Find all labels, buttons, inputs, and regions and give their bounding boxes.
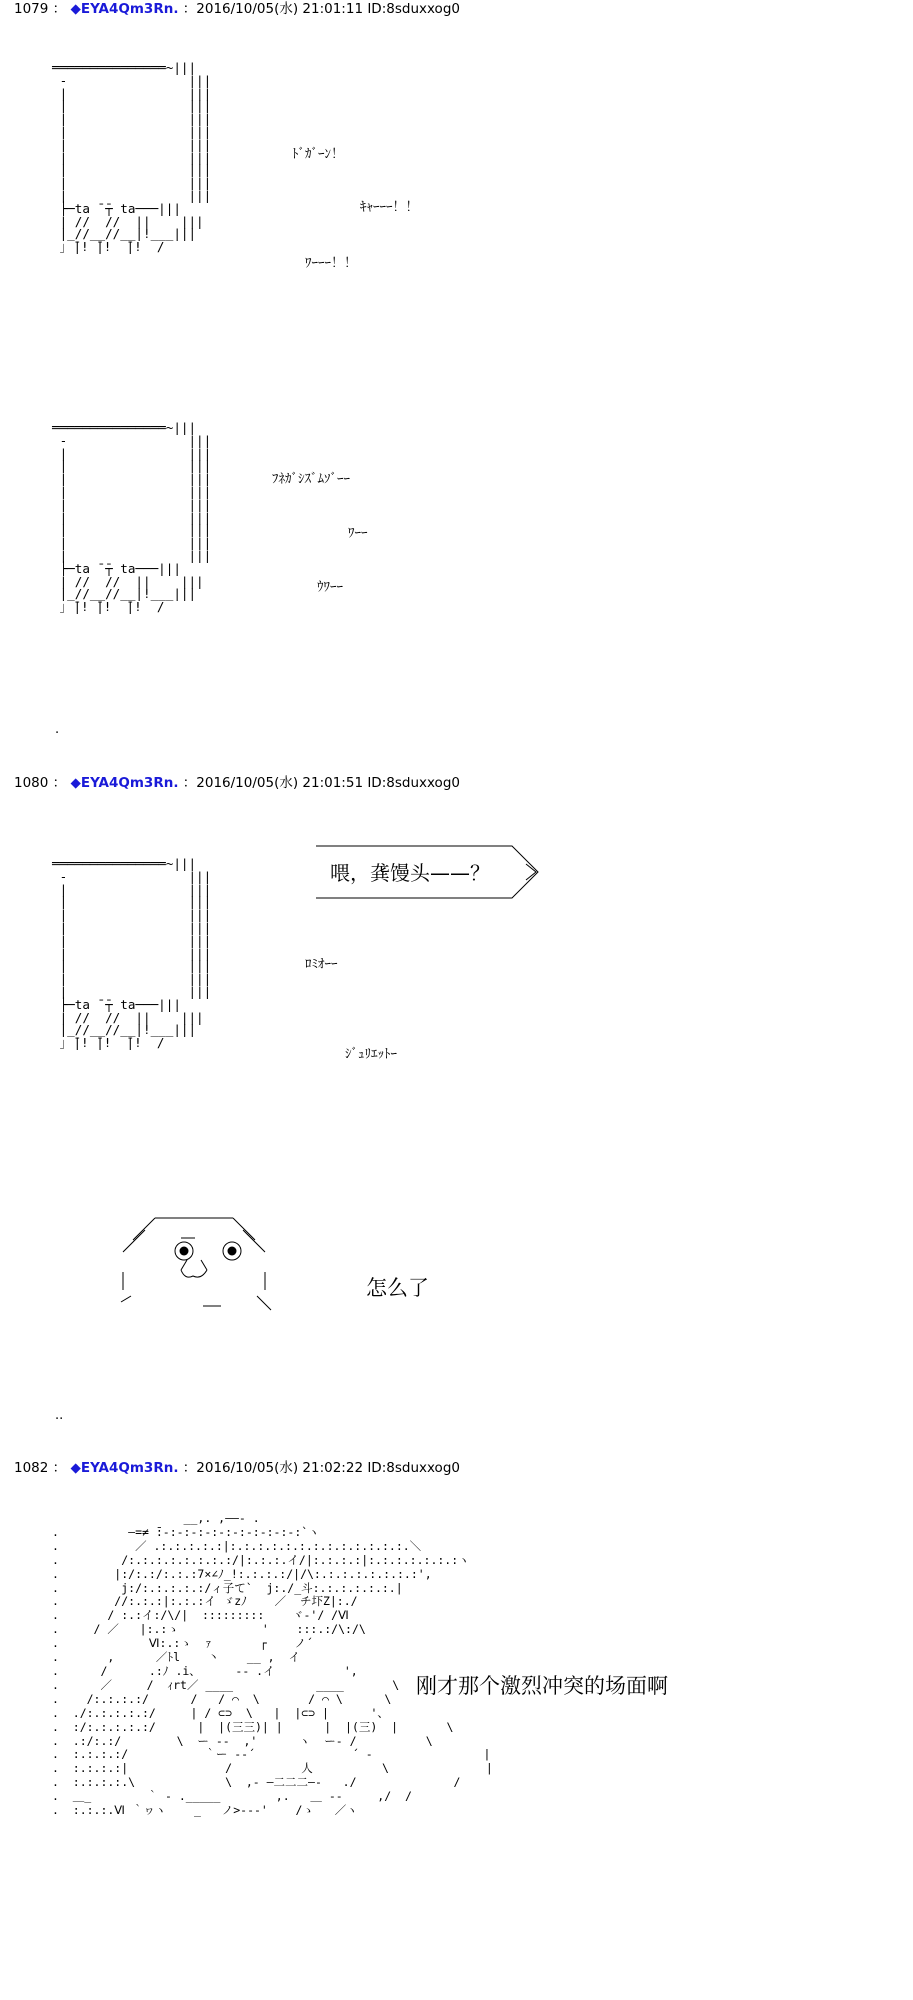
post-number: 1080 bbox=[14, 775, 49, 791]
author-trip[interactable]: EYA4Qm3Rn. bbox=[80, 775, 179, 791]
sound-effect: ｳﾜｰｰ bbox=[317, 580, 343, 595]
sound-effect: ﾛﾐｵｰｰ bbox=[305, 957, 338, 972]
wardrobe-ascii-art: ═══════════════~||| - ||| | ||| | ||| | ||| | ||| | ||| | ||| | ||| | ||| | ||| ├─ta ̄ ̄┬ ta───||| | // // || ||| |_//__//__|!___||| ｣ ̄|! ̄|! ̄|! / bbox=[52, 60, 212, 255]
sound-effect: ﾜｰｰｰ！！ bbox=[305, 256, 358, 271]
post-meta: ：2016/10/05(水) 21:01:11 ID:8sduxxog0 bbox=[182, 1, 460, 17]
post-end-mark: .. bbox=[55, 1408, 64, 1423]
trip-diamond-icon: ◆ bbox=[70, 1, 81, 17]
post-header bbox=[14, 774, 460, 792]
post-separator: ： bbox=[52, 775, 67, 791]
sound-effect: ﾄﾞｶﾞｰﾝ！ bbox=[292, 147, 345, 162]
manjuu-face-ascii-art bbox=[115, 1210, 275, 1330]
post-number: 1082 bbox=[14, 1460, 49, 1476]
post-header bbox=[14, 0, 460, 18]
sound-effect: ﾜｰｰ bbox=[348, 526, 368, 541]
dialogue-text: 刚才那个激烈冲突的场面啊 bbox=[416, 1674, 668, 1698]
post-header bbox=[14, 1459, 460, 1477]
speech-bubble-text: 喂，龚馒头——？ bbox=[330, 861, 490, 885]
trip-diamond-icon: ◆ bbox=[70, 775, 81, 791]
trip-diamond-icon: ◆ bbox=[70, 1460, 81, 1476]
wardrobe-ascii-art: ═══════════════~||| - ||| | ||| | ||| | ||| | ||| | ||| | ||| | ||| | ||| | ||| ├─ta ̄ ̄┬ ta───||| | // // || ||| |_//__//__|!___||| ｣ ̄|! ̄|! ̄|! / bbox=[52, 856, 212, 1051]
post-meta: ：2016/10/05(水) 21:02:22 ID:8sduxxog0 bbox=[182, 1460, 460, 1476]
sound-effect: ｼﾞｭﾘｴｯﾄｰ bbox=[345, 1047, 397, 1062]
author-trip[interactable]: EYA4Qm3Rn. bbox=[80, 1460, 179, 1476]
wardrobe-ascii-art: ═══════════════~||| - ||| | ||| | ||| | ||| | ||| | ||| | ||| | ||| | ||| | ||| ├─ta ̄ ̄┬ ta───||| | // // || ||| |_//__//__|!___||| ｣ ̄|! ̄|! ̄|! / bbox=[52, 420, 212, 615]
post-number: 1079 bbox=[14, 1, 49, 17]
author-trip[interactable]: EYA4Qm3Rn. bbox=[80, 1, 179, 17]
post-end-mark: . bbox=[55, 722, 60, 737]
character-ascii-art: __,. ,――- . . ―=≠ ̄:-:-:-:-:-:-:-:-:-:-:`ヽ . ／ .:.:.:.:.:|:.:.:.:.:.:.:.:.:.:.:.:.:.＼ . /:.:.:.:.:.:.:.:/|:.:.:.イ/|:.:.:.:|:.:.:.:.:.:.:ヽ . |:/:.:/:.:.:7×∠ﾉ_!:.:.:.:/|/\:.:.:.:.:.:.:.:', . j:/:.:.:.:.:/ィ子て` j:./_斗:.:.:.:.:.:.| . //:.:.:|:.:.:イ ゞzﾉ ／ チ圷Z|:./ . / :.:イ:/\/| ::::::::: ヾ‐'/ /Ⅵ . / ／ |:.:ゝ ' :::.:/\:/\ . Ⅵ:.:ゝ ｧ ┌ ノ´ . , ／ﾄl 丶 __ , イ . / .:ﾉ .i、 ‐‐ .イ ', . ／ / ｨrt／ ____ ____ \ . /:.:.:.:/ / / ⌒ \ / ⌒ \ \ . ./:.:.:.:.:/ | / ⊂⊃ \ | |⊂⊃ | '、 . :/:.:.:.:.:/ | |(三三)| | | |(三) | \ . .:/:.:/ \ ー ‐‐ ,' ヽ ー‐ / \ . :.:.:.:/ ｀ー ‐‐´ ´ ‐ | . :.:.:.:| / 人 \ | . :.:.:.:.\ \ ,- ―二二二―- ./ / . ＿_ ｀ ‐ ._____ ,. ＿ -‐ ,/ / . :.:.:.Ⅵ ｀ヮヽ _ ノ>‐‐‐' /ゝ ／ヽ bbox=[52, 1511, 493, 1818]
post-meta: ：2016/10/05(水) 21:01:51 ID:8sduxxog0 bbox=[182, 775, 460, 791]
sound-effect: ｷｬｰｰｰ！！ bbox=[360, 200, 419, 215]
sound-effect: ﾌﾈｶﾞｼｽﾞﾑｿﾞｰｰ bbox=[272, 472, 350, 487]
post-separator: ： bbox=[52, 1460, 67, 1476]
dialogue-text: 怎么了 bbox=[366, 1276, 429, 1300]
post-separator: ： bbox=[52, 1, 67, 17]
